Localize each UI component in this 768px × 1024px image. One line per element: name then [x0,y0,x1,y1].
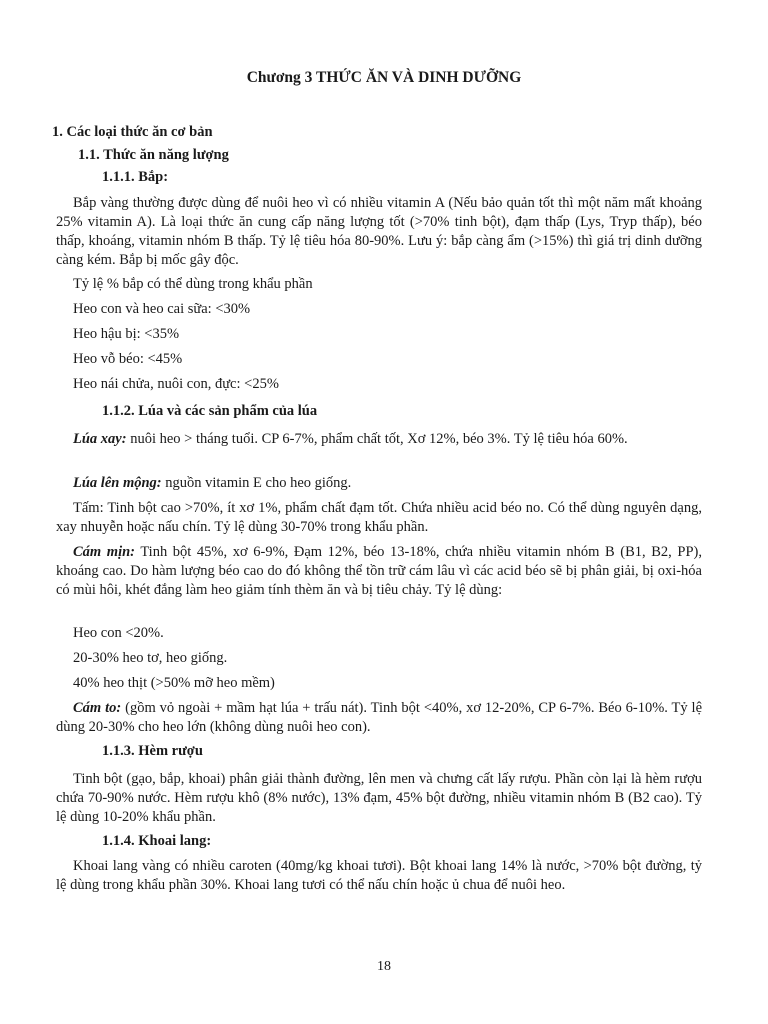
bap-list-item: Heo hậu bị: <35% [73,326,180,342]
section-heading: 1. Các loại thức ăn cơ bản [52,124,213,140]
cam-list-item: 20-30% heo tơ, heo giống. [73,650,228,666]
bap-list-item: Tỷ lệ % bắp có thể dùng trong khẩu phần [73,276,313,292]
paragraph-khoai-lang: Khoai lang vàng có nhiều caroten (40mg/kg khoai tươi). Bột khoai lang 14% là nước, >70% bột đường, tỷ lệ dùng trong khẩu phần 30%. Khoai lang tươi có thể nấu chín hoặc ủ chua để nuôi heo. [56,858,702,893]
page-number: 18 [377,959,391,974]
cam-list-item: 40% heo thịt (>50% mỡ heo mềm) [73,675,275,691]
paragraph-lua-mong [56,474,702,493]
heading-hem-ruou: 1.1.3. Hèm rượu [102,743,203,759]
heading-khoai-lang: 1.1.4. Khoai lang: [102,833,212,849]
paragraph-lua-xay [56,430,702,449]
paragraph-bap: Bắp vàng thường được dùng để nuôi heo vì có nhiều vitamin A (Nếu bảo quản tốt thì một năm mất khoảng 25% vitamin A). Là loại thức ăn cung cấp năng lượng tốt (>70% tinh bột), đạm thấp (Lys, Tryp thấp), béo thấp, khoáng, vitamin nhóm B thấp. Tỷ lệ tiêu hóa 80-90%. Lưu ý: bắp càng ẩm (>15%) thì giá trị dinh dưỡng càng kém. Bắp bị mốc gây độc. [56,195,702,268]
bap-list-item: Heo con và heo cai sữa: <30% [73,301,251,317]
term-cam-to: Cám to: [73,700,122,716]
heading-bap: 1.1.1. Bắp: [102,169,169,185]
term-lua-xay: Lúa xay: [73,431,127,447]
paragraph-hem-ruou: Tinh bột (gạo, bắp, khoai) phân giải thành đường, lên men và chưng cất lấy rượu. Phần còn lại là hèm rượu chứa 70-90% nước. Hèm rượu khô (8% nước), 13% đạm, 45% bột đường, nhiều vitamin nhóm B (B2 cao). Tỷ lệ dùng 10-20% khẩu phần. [56,771,702,825]
term-lua-mong: Lúa lên mộng: [73,475,162,491]
paragraph-cam-to [56,699,702,737]
cam-list-item: Heo con <20%. [73,625,164,641]
heading-lua: 1.1.2. Lúa và các sản phẩm của lúa [102,403,318,419]
paragraph-cam-min [56,543,702,600]
text-cam-to: (gồm vỏ ngoài + mầm hạt lúa + trấu nát). Tinh bột <40%, xơ 12-20%, CP 6-7%. Béo 6-10%. Tỷ lệ dùng 20-30% cho heo lớn (không dùng nuôi heo con). [56,700,703,735]
text-lua-xay: nuôi heo > tháng tuổi. CP 6-7%, phẩm chất tốt, Xơ 12%, béo 3%. Tỷ lệ tiêu hóa 60%. [126,431,628,447]
subsection-heading: 1.1. Thức ăn năng lượng [78,147,229,163]
text-lua-mong: nguồn vitamin E cho heo giống. [161,475,352,491]
paragraph-tam: Tấm: Tinh bột cao >70%, ít xơ 1%, phẩm chất đạm tốt. Chứa nhiều acid béo no. Có thể dùng nguyên dạng, xay nhuyễn hoặc nấu chín. Tỷ lệ dùng 30-70% trong khẩu phần. [56,500,702,535]
bap-list-item: Heo vỗ béo: <45% [73,351,183,367]
term-cam-min: Cám mịn: [73,544,135,560]
chapter-title: Chương 3 THỨC ĂN VÀ DINH DƯỠNG [246,69,522,86]
text-cam-min: Tinh bột 45%, xơ 6-9%, Đạm 12%, béo 13-18%, chứa nhiều vitamin nhóm B (B1, B2, PP), khoáng cao. Do hàm lượng béo cao do đó không thể tồn trữ cám lâu vì các acid béo sẽ bị phân giải, bị oxi-hóa có mùi hôi, khét đắng làm heo giảm tính thèm ăn và bị tiêu chảy. Tỷ lệ dùng: [56,544,702,598]
bap-list-item: Heo nái chửa, nuôi con, đực: <25% [73,376,279,392]
